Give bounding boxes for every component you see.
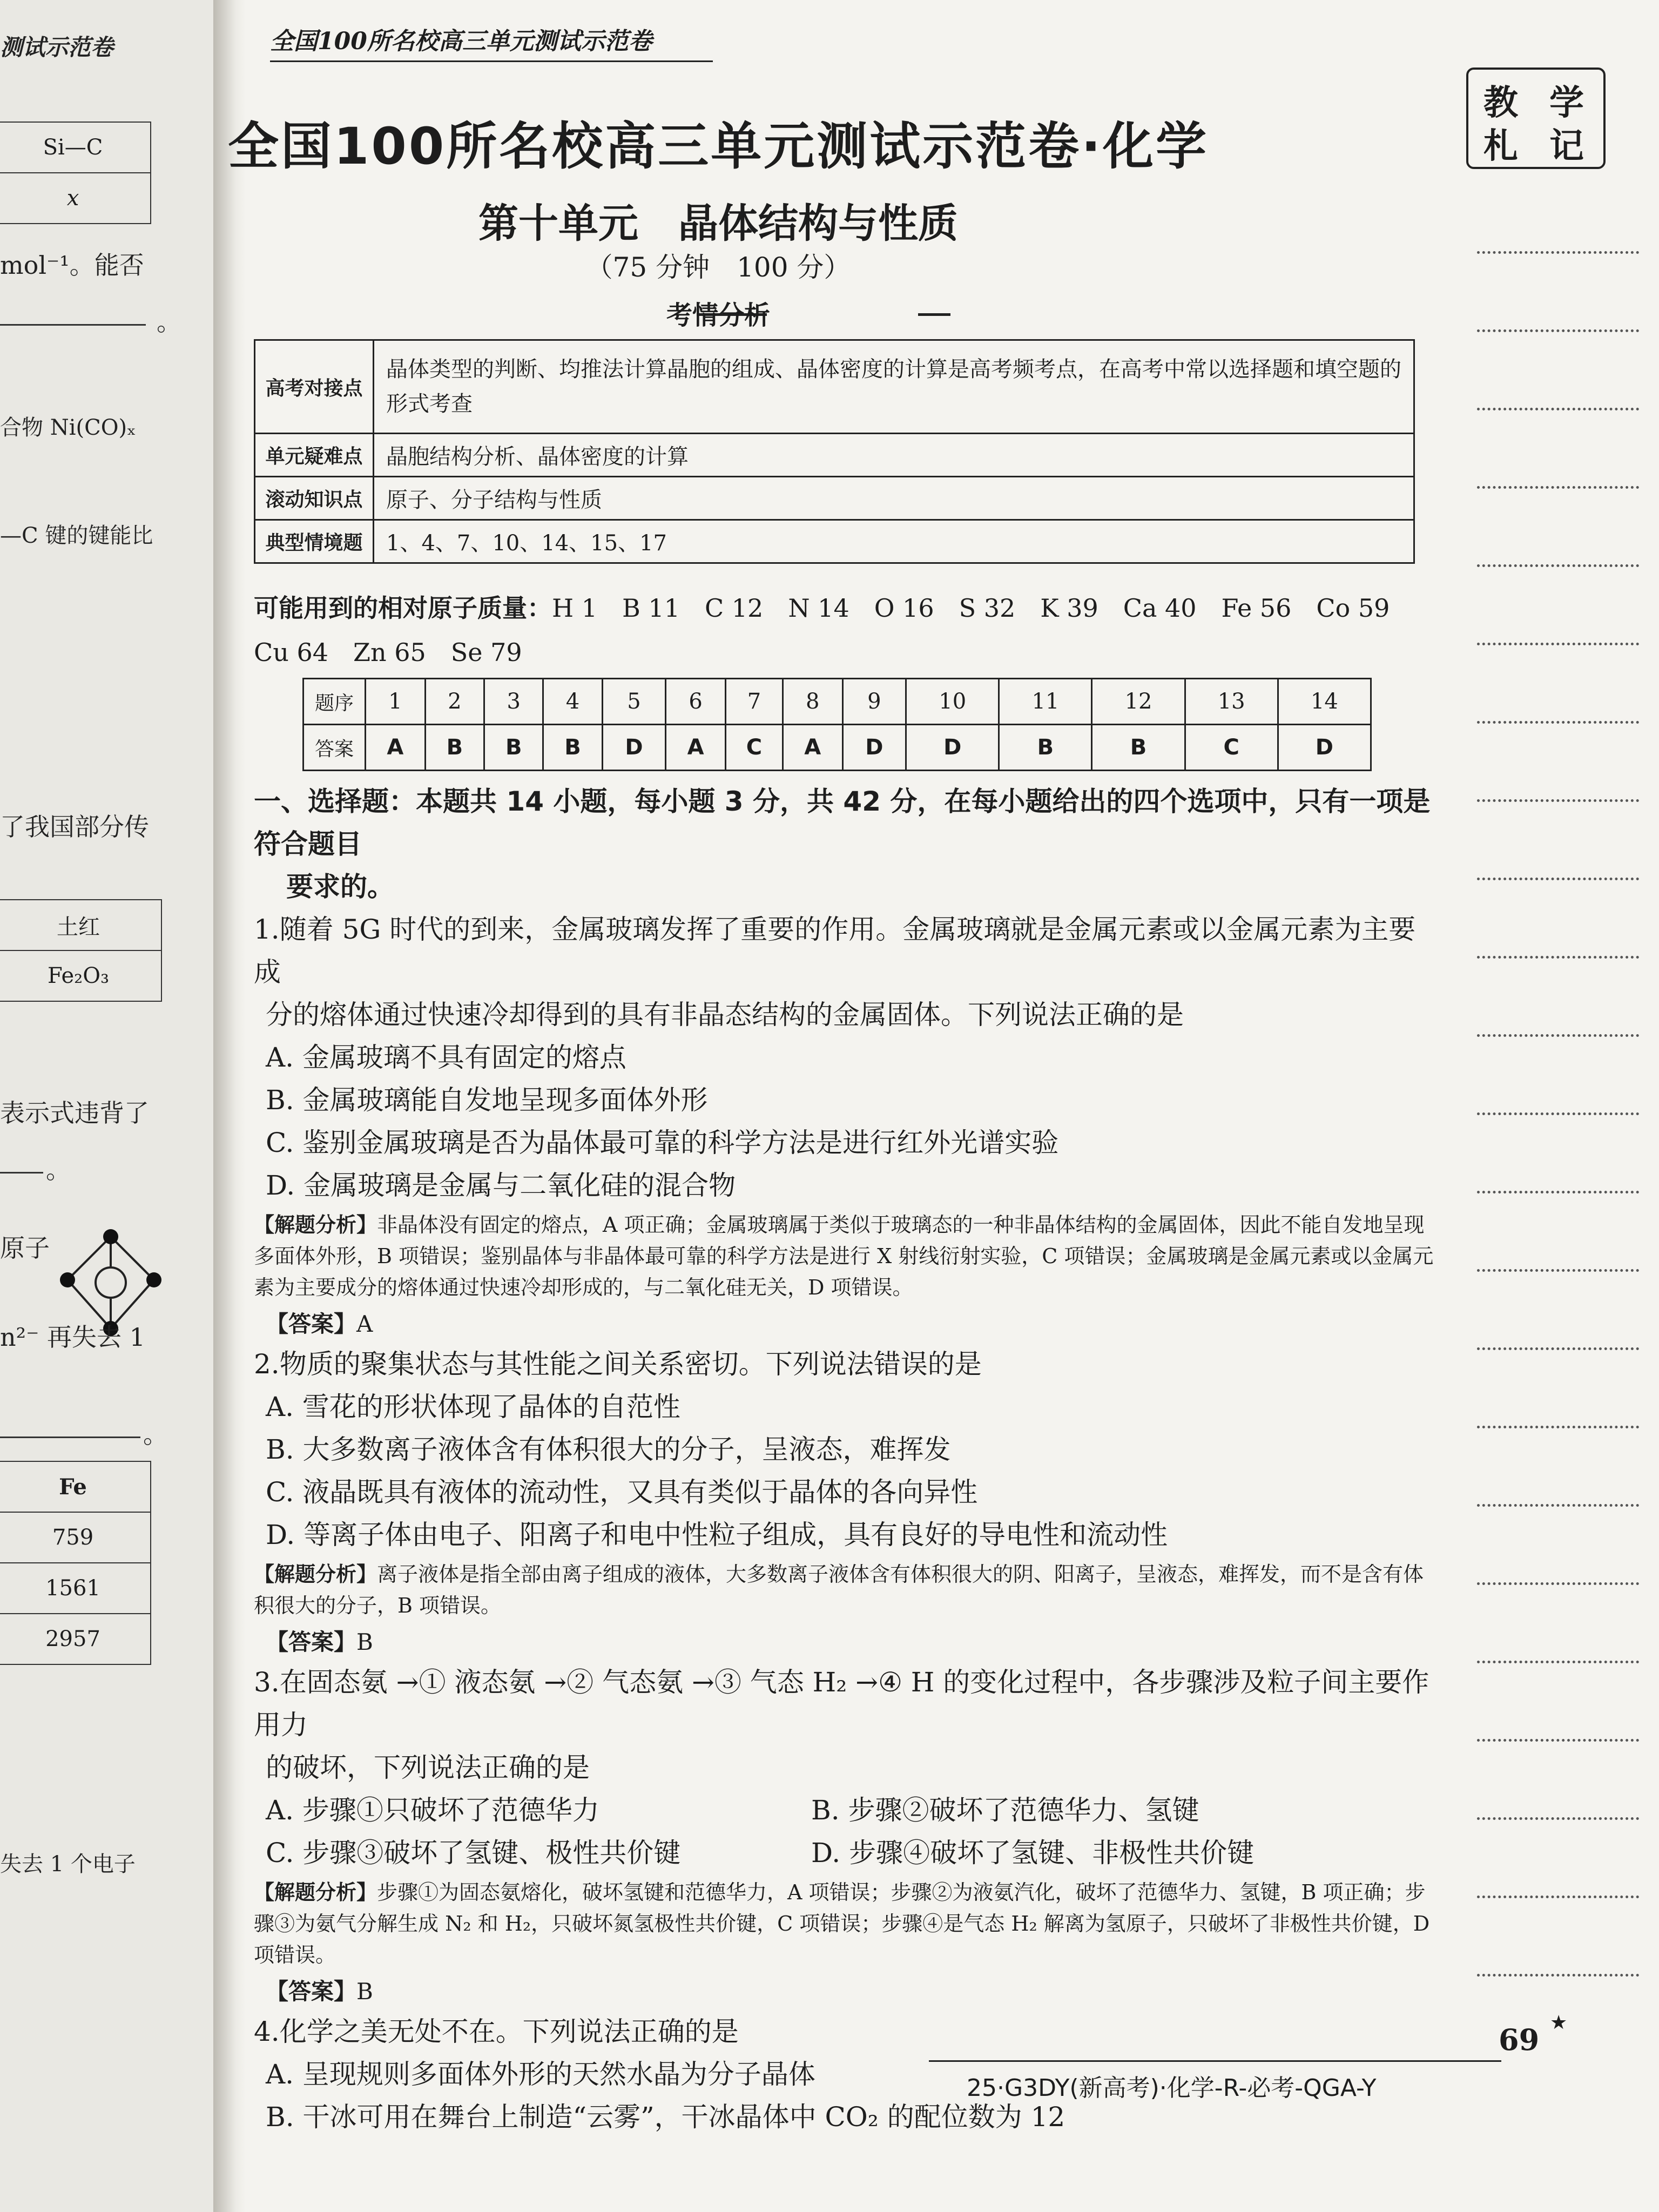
notes-char: 札 — [1483, 126, 1518, 166]
question-number-cell: 7 — [726, 679, 783, 725]
note-dotted-line — [1477, 1896, 1639, 1898]
left-line: 合物 Ni(CO)ₓ — [0, 415, 137, 440]
q3-option-d: D. 步骤④破坏了氢键、非极性共价键 — [811, 1837, 1255, 1869]
note-dotted-line — [1477, 1582, 1639, 1585]
q2-answer-value: B — [356, 1629, 373, 1655]
binding-gutter — [213, 0, 246, 2212]
q2-option-d: D. 等离子体由电子、阳离子和电中性粒子组成，具有良好的导电性和流动性 — [266, 1519, 1168, 1550]
left-page-header: 测试示范卷 — [0, 34, 114, 60]
footer-rule — [929, 2060, 1501, 2062]
heading-rule-right — [918, 313, 950, 316]
footer-code: 25·G3DY(新高考)·化学-R-必考-QGA-Y — [967, 2074, 1377, 2102]
answer-cell: A — [783, 725, 842, 771]
note-dotted-line — [1477, 1426, 1639, 1428]
note-dotted-line — [1477, 251, 1639, 254]
q3-answer-value: B — [356, 1978, 373, 2005]
note-dotted-line — [1477, 878, 1639, 880]
notes-box — [1466, 68, 1606, 169]
note-dotted-line — [1477, 643, 1639, 645]
answer-cell: B — [1092, 725, 1185, 771]
info-text: 晶胞结构分析、晶体密度的计算 — [374, 434, 1414, 477]
info-label: 典型情境题 — [255, 520, 374, 563]
left-table-3-cell: 2957 — [0, 1614, 151, 1664]
answer-cell: B — [425, 725, 484, 771]
info-row — [255, 520, 1414, 563]
atomic-masses — [254, 586, 1415, 675]
left-line: 。 — [143, 1420, 168, 1449]
q1-analysis-text: 非晶体没有固定的熔点，A 项正确；金属玻璃属于类似于玻璃态的一种非晶体结构的金属固体，因此不能自发地呈现多面体外形，B 项错误；鉴别晶体与非晶体最可靠的科学方法是进行 X 射线衍射实验，C 项错误；金属玻璃是金属元素或以金属元素为主要成分的熔体通过快速冷却形成的，与二氧化硅无关，D 项错误。 — [254, 1213, 1434, 1299]
star-mark: ★ — [1550, 2012, 1568, 2034]
answer-cell: C — [1185, 725, 1278, 771]
note-dotted-line — [1477, 1974, 1639, 1977]
q3-options-ab — [254, 1789, 1442, 1832]
info-row — [255, 340, 1414, 434]
info-row — [255, 477, 1414, 520]
exam-analysis-table — [254, 339, 1415, 564]
answer-label: 【答案】 — [266, 1629, 357, 1655]
q1-option-d: D. 金属玻璃是金属与二氧化硅的混合物 — [266, 1170, 736, 1201]
q3-analysis-text: 步骤①为固态氨熔化，破坏氢键和范德华力，A 项错误；步骤②为液氨汽化，破坏了范德华力、氢键，B 项正确；步骤③为氨气分解生成 N₂ 和 H₂，只破坏氮氢极性共价键，C 项错误；步骤④是气态 H₂ 解离为氢原子，只破坏了非极性共价键，D 项错误。 — [254, 1880, 1430, 1967]
question-number-cell: 5 — [602, 679, 666, 725]
note-dotted-line — [1477, 564, 1639, 567]
left-line: 原子 — [0, 1233, 50, 1263]
note-dotted-line — [1477, 329, 1639, 332]
q4-stem: 4.化学之美无处不在。下列说法正确的是 — [254, 2016, 739, 2047]
info-label: 高考对接点 — [255, 340, 374, 434]
question-number-cell: 11 — [999, 679, 1092, 725]
question-number-cell: 9 — [842, 679, 906, 725]
q2-option-b: B. 大多数离子液体含有体积很大的分子，呈液态，难挥发 — [266, 1434, 951, 1465]
q4-option-a: A. 呈现规则多面体外形的天然水晶为分子晶体 — [266, 2059, 815, 2090]
note-dotted-line — [1477, 1739, 1639, 1742]
section-heading: 一、选择题：本题共 14 小题，每小题 3 分，共 42 分，在每小题给出的四个选项中，只有一项是符合题目 — [254, 786, 1431, 860]
left-line: —C 键的键能比 — [0, 523, 153, 548]
info-label: 滚动知识点 — [255, 477, 374, 520]
page-number: 69 — [1499, 2022, 1540, 2057]
question-number-cell: 1 — [366, 679, 426, 725]
question-number-cell: 12 — [1092, 679, 1185, 725]
analysis-label: 【解题分析】 — [254, 1562, 377, 1586]
left-line: 。 — [157, 307, 181, 336]
answer-cell: B — [543, 725, 602, 771]
left-table-3-cell: 1561 — [0, 1563, 151, 1614]
header-rule — [270, 60, 713, 62]
answer-label: 【答案】 — [266, 1978, 357, 2005]
left-line: mol⁻¹。能否 — [0, 251, 144, 280]
note-dotted-line — [1477, 1817, 1639, 1820]
q3-analysis — [254, 1877, 1442, 1971]
answer-row — [304, 725, 1371, 771]
q1-option-c: C. 鉴别金属玻璃是否为晶体最可靠的科学方法是进行红外光谱实验 — [266, 1127, 1059, 1158]
answer-cell: D — [1278, 725, 1371, 771]
q3-answer — [254, 1973, 1442, 2011]
left-table-2 — [0, 899, 162, 1002]
question-number-cell: 2 — [425, 679, 484, 725]
q2-option-c: C. 液晶既具有液体的流动性，又具有类似于晶体的各向异性 — [266, 1476, 978, 1508]
q3-options-cd — [254, 1832, 1442, 1874]
q1-answer — [254, 1305, 1442, 1343]
question-number-cell: 4 — [543, 679, 602, 725]
answer-cell: B — [484, 725, 543, 771]
left-line: 表示式违背了 — [0, 1098, 149, 1128]
questions-body — [254, 780, 1442, 2139]
answer-cell: C — [726, 725, 783, 771]
question-number-cell: 8 — [783, 679, 842, 725]
note-dotted-line — [1477, 799, 1639, 802]
q1-answer-value: A — [356, 1311, 373, 1337]
q2-answer — [254, 1623, 1442, 1661]
answer-cell: D — [602, 725, 666, 771]
masses-label: 可能用到的相对原子质量： — [254, 594, 552, 623]
analysis-heading: 考情分析 — [666, 300, 770, 331]
question-number-row — [304, 679, 1371, 725]
note-dotted-line — [1477, 486, 1639, 489]
question-number-cell: 6 — [666, 679, 726, 725]
question-number-cell: 3 — [484, 679, 543, 725]
question-number-cell: 10 — [906, 679, 999, 725]
notes-char: 学 — [1549, 83, 1584, 123]
note-dotted-line — [1477, 1504, 1639, 1507]
analysis-label: 【解题分析】 — [254, 1213, 377, 1237]
question-number-cell: 14 — [1278, 679, 1371, 725]
notes-char: 记 — [1549, 126, 1584, 166]
q3-option-c: C. 步骤③破坏了氢键、极性共价键 — [266, 1837, 681, 1869]
answer-cell: D — [842, 725, 906, 771]
q1-option-b: B. 金属玻璃能自发地呈现多面体外形 — [266, 1084, 708, 1116]
q1-stem-cont: 分的熔体通过快速冷却得到的具有非晶态结构的金属固体。下列说法正确的是 — [266, 999, 1184, 1030]
q2-analysis-text: 离子液体是指全部由离子组成的液体，大多数离子液体含有体积很大的阴、阳离子，呈液态，难挥发，而不是含有体积很大的分子，B 项错误。 — [254, 1562, 1424, 1617]
row-label: 答案 — [304, 725, 366, 771]
q4-option-b: B. 干冰可用在舞台上制造“云雾”，干冰晶体中 CO₂ 的配位数为 12 — [266, 2101, 1065, 2133]
header-banner: 全国100所名校高三单元测试示范卷 — [270, 28, 652, 55]
q1-stem: 1.随着 5G 时代的到来，金属玻璃发挥了重要的作用。金属玻璃就是金属元素或以金属元素为主要成 — [254, 914, 1416, 988]
left-table-3-cell: 759 — [0, 1512, 151, 1563]
q1-analysis — [254, 1209, 1442, 1303]
q3-option-b: B. 步骤②破坏了范德华力、氢键 — [811, 1795, 1199, 1826]
section-heading-cont: 要求的。 — [286, 871, 394, 902]
info-row — [255, 434, 1414, 477]
info-text: 晶体类型的判断、均推法计算晶胞的组成、晶体密度的计算是高考频考点，在高考中常以选择题和填空题的形式考查 — [374, 340, 1414, 434]
exam-duration: （75 分钟 100 分） — [585, 252, 851, 283]
left-blank-line — [0, 1172, 43, 1174]
left-line: n²⁻ 再失去 1 — [0, 1323, 145, 1352]
answer-key-table — [302, 678, 1372, 771]
left-table-3 — [0, 1461, 151, 1665]
answer-cell: A — [666, 725, 726, 771]
left-blank-line — [0, 1437, 140, 1438]
note-dotted-line — [1477, 408, 1639, 410]
left-table-2-cell: Fe₂O₃ — [0, 950, 161, 1001]
note-dotted-line — [1477, 721, 1639, 724]
unit-subtitle: 第十单元 晶体结构与性质 — [478, 200, 958, 247]
note-dotted-line — [1477, 1034, 1639, 1037]
note-dotted-line — [1477, 1269, 1639, 1272]
analysis-label: 【解题分析】 — [254, 1880, 377, 1904]
q3-stem-cont: 的破坏，下列说法正确的是 — [266, 1752, 590, 1783]
page-title: 全国100所名校高三单元测试示范卷·化学 — [228, 117, 1209, 176]
info-text: 原子、分子结构与性质 — [374, 477, 1414, 520]
q3-stem: 3.在固态氨 →① 液态氨 →② 气态氨 →③ 气态 H₂ →④ H 的变化过程中，各步骤涉及粒子间主要作用力 — [254, 1667, 1429, 1741]
note-dotted-line — [1477, 956, 1639, 959]
answer-cell: A — [366, 725, 426, 771]
note-dotted-line — [1477, 1112, 1639, 1115]
left-table-1-cell: Si—C — [0, 122, 151, 173]
info-label: 单元疑难点 — [255, 434, 374, 477]
question-number-cell: 13 — [1185, 679, 1278, 725]
note-dotted-line — [1477, 1661, 1639, 1663]
answer-cell: B — [999, 725, 1092, 771]
answer-cell: D — [906, 725, 999, 771]
left-table-1-cell: x — [0, 173, 151, 224]
q2-option-a: A. 雪花的形状体现了晶体的自范性 — [266, 1391, 680, 1422]
q1-option-a: A. 金属玻璃不具有固定的熔点 — [266, 1042, 626, 1073]
left-table-3-cell: Fe — [0, 1461, 151, 1512]
left-line: 了我国部分传 — [0, 812, 149, 841]
note-dotted-line — [1477, 1347, 1639, 1350]
left-page-fragment — [0, 0, 215, 2212]
q3-option-a: A. 步骤①只破坏了范德华力 — [266, 1795, 599, 1826]
row-label: 题序 — [304, 679, 366, 725]
masses-values: H 1 B 11 C 12 N 14 O 16 S 32 K 39 Ca 40 Fe 56 Co 59 Cu 64 Zn 65 Se 79 — [254, 594, 1415, 667]
info-text: 1、4、7、10、14、15、17 — [374, 520, 1414, 563]
notes-char: 教 — [1483, 83, 1518, 123]
left-line: 失去 1 个电子 — [0, 1852, 136, 1877]
answer-label: 【答案】 — [266, 1311, 357, 1337]
q2-stem: 2.物质的聚集状态与其性能之间关系密切。下列说法错误的是 — [254, 1348, 982, 1380]
q2-analysis — [254, 1559, 1442, 1621]
left-line: 。 — [46, 1155, 71, 1184]
note-dotted-line — [1477, 1191, 1639, 1193]
left-table-2-cell: 土红 — [0, 900, 161, 950]
